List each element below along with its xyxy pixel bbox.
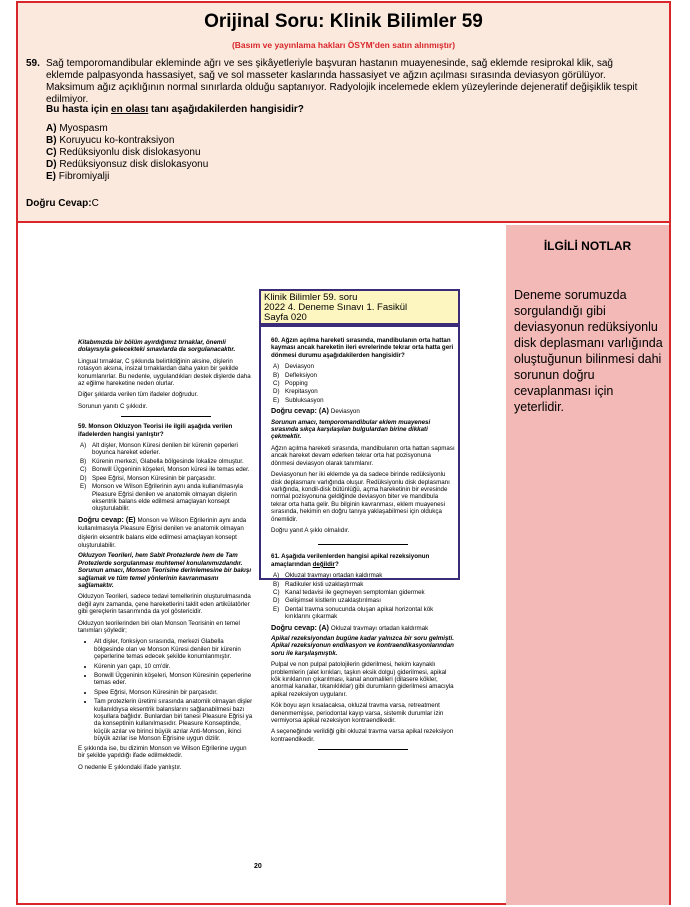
q60-text: 60. Ağzın açılma hareketi sırasında, mandibulanın orta hattan kayması ancak hareketin ileri evrelerinde tekrar orta hatta geri dönmesi durumu aşağıdakilerden hangisidir? [271, 337, 454, 359]
page-frame [16, 1, 671, 905]
question-options [46, 123, 208, 183]
q59-bold: Okluzyon Teorileri, hem Sabit Protezlerde hem de Tam Protezlerde sorgulanması muhtemel konulanımızdandır. Sorunun amacı, Monson Teorisine derinlemesine bir bakışı sağlamak ve tüm temel yönlerinin kavranmasını sağlamaktır. [78, 552, 252, 589]
q61-bold: Apikal rezeksiyondan bugüne kadar yalnızca bir soru gelmişti. Apikal rezeksiyonun endikasyon ve kontraendikasyonlarından soru ile karşılaşmıştık. [271, 635, 454, 657]
list-item: • Spee Eğrisi, Monson Küresinin bir parçasıdır. [94, 689, 253, 696]
q59-paragraph: Okluzyon Teorileri, sadece tedavi temellerinin oluşturulmasında değil aynı zamanda, çene hareketlerini taklit eden artikülatörler gibi gereçlerin tasarımında da yol göstericidir. [78, 593, 251, 616]
notes-panel [506, 225, 669, 905]
list-item: • Kürenin yarı çapı, 10 cm'dir. [94, 663, 253, 670]
option-c: C) Redüksiyonlu disk dislokasyonu [46, 147, 201, 158]
list-item: • Alt dişler, fonksiyon sırasında, merkezi Glabella bölgesinde olan ve Monson Küresi denilen bir kürenin çeperlerine temas edecek şekilde konumlanmıştır. [94, 638, 253, 660]
reference-box [259, 289, 460, 325]
q59-bullets [78, 638, 253, 742]
q60-option: E) Subluksasyon [273, 396, 324, 404]
question-panel [18, 3, 669, 223]
q59-text: 59. Monson Okluzyon Teorisi ile ilgili aşağıda verilen ifadelerden hangisi yanlıştır? [78, 423, 233, 438]
q59-option: E) Monson ve Wilson Eğrilerinin aynı anda kullanılmasıyla Pleasure Eğrisi denilen ve anatomik olmayan dişlerin eksentrik balans elde edilmesi amaçlayan konsept oluşturulabilir. [80, 483, 243, 513]
q61-option: E) Dental travma sonucunda oluşan apikal horizontal kök kırıklarını çıkarmak [273, 605, 434, 621]
intro-answer: Sorunun yanıtı C şıkkıdır. [78, 402, 148, 410]
option-e: E) Fibromiyalji [46, 171, 110, 182]
q61-paragraph: Pulpal ve non pulpal patolojilerin giderilmesi, hekim kaynaklı problemlerin (alet kırıkları, taşkın eksik dolgu) giderilmesi, apikal kök kırıklarının çıkarılması, kanal anomalileri (dilasere kökler, anormal kanallar, tıkanıklıklar) gibi durumların giderilmesi amacıyla apikal rezeksiyon uygulanır. [271, 661, 454, 698]
page-number: 20 [254, 863, 262, 870]
q60-paragraph: Doğru yanıt A şıkkı olmalıdır. [271, 526, 350, 534]
intro-text: Lingual tırnaklar, C şıkkında belirtildiğinin aksine, dişlerin rotasyon aksına, insizal tırnaklardan daha yakın bir şekilde konumlanırlar. Bu nedenle, uygulandıkları destek dişlerde daha az eğilme hareketine neden olurlar. [78, 357, 251, 388]
q60-option: D) Krepitasyon [273, 388, 318, 396]
separator [318, 749, 408, 750]
correct-answer: Doğru Cevap:C [26, 198, 99, 209]
reference-line-2: 2022 4. Deneme Sınavı 1. Fasikül [264, 302, 408, 313]
reference-line-3: Sayfa 020 [264, 312, 307, 323]
q61-text: 61. Aşağıda verilenlerden hangisi apikal rezeksiyonun amaçlarından değildir? [271, 553, 430, 568]
q59-option: B) Kürenin merkezi, Glabella bölgesinde lokalize olmuştur. [80, 457, 244, 465]
separator [318, 544, 408, 545]
q60-option: C) Popping [273, 380, 308, 388]
question-text: Sağ temporomandibular ekleminde ağrı ve ses şikâyetleriyle başvuran hastanın muayenesinde, sağ eklemde resiprokal klik, sağ eklemde palpasyonda hassasiyet, sağ ve sol masseter kaslarında hassasiyet ve ağzın açılması sırasında deviasyon görülüyor. Maksimum ağız açıklığının normal sınırlarda olduğu saptanıyor. Radyolojik incelemede eklem yüzeylerinde dejeneratif değişiklik tespit edilmiyor. [46, 58, 638, 105]
option-b: B) Koruyucu ko-kontraksiyon [46, 135, 175, 146]
list-item: • Bonwill Üçgeninin köşeleri, Monson Küresinin çeperlerine temas eder. [94, 672, 253, 687]
list-item: • Tam protezlerin üretimi sırasında anatomik olmayan dişler kullanıldıysa eksentrik balanslarını sağlanabilmesi bazı koşullara bağlıdır. Bunlardan biri tanesi Pleasure Eğrisi ya da konseptinin kullanılmasıdır. Pleasure Konseptinde, küçük azılar ve birinci büyük azılar Anti-Monson, ikinci büyük azılar ise Monson Eğrisine uygun dizilir. [94, 698, 253, 742]
book-right-column [271, 337, 455, 756]
separator [121, 416, 211, 417]
q60-bold: Sorunun amacı, temporomandibular eklem muayenesi sırasında sıkça karşılaşılan bulgulardan birine dikkati çekmektir. [271, 418, 431, 441]
q60-answer: Doğru cevap: (A) Deviasyon [271, 406, 360, 416]
question-number: 59. [26, 58, 40, 69]
q59-option: D) Spee Eğrisi, Monson Küresinin bir parçasıdır. [80, 474, 216, 482]
option-d: D) Redüksiyonsuz disk dislokasyonu [46, 159, 209, 170]
q61-option: B) Radikuler kisti uzaklaştırmak [273, 580, 364, 588]
q61-option: C) Kanal tedavisi ile geçmeyen semptomları gidermek [273, 588, 425, 596]
q59-option: C) Bonwill Üçgeninin köşeleri, Monson küresi ile temas eder. [80, 466, 250, 474]
q61-paragraph: Kök boyu aşırı kısalacaksa, okluzal travma varsa, retreatment denenmemişse, periodontal kayıp varsa, sistemik durumlar izin vermiyorsa apikal rezeksiyon kontraendikedir. [271, 702, 444, 725]
option-a: A) Myospasm [46, 123, 108, 134]
q59-option: A) Alt dişler, Monson Küresi denilen bir kürenin çeperleri boyunca hareket ederler. [80, 442, 238, 457]
reference-line-1: Klinik Bilimler 59. soru [264, 292, 358, 303]
q59-answer: Doğru cevap: (E) Monson ve Wilson Eğrilerinin aynı anda kullanılmasıyla Pleasure Eğrisi denilen ve anatomik olmayan dişlerin eksentrik balans elde edilmesi amaçlayan konsept oluşturulabilir. [78, 514, 247, 549]
q61-answer: Doğru cevap: (A) Okluzal travmayı ortadan kaldırmak [271, 622, 429, 632]
q60-options [271, 363, 455, 404]
q59-options [78, 442, 253, 513]
q59-paragraph: O nedenle E şıkkındaki ifade yanlıştır. [78, 763, 182, 771]
intro-text-2: Diğer şıklarda verilen tüm ifadeler doğrudur. [78, 391, 199, 399]
q60-paragraph: Deviasyonun her iki eklemde ya da sadece birinde redüksiyonlu disk deplasmanı varlığında oluşur. Redüksiyonlu disk deplasmanı varlığında, kondil-disk bütünlüğü, açma hareketinin bir evresinde normal pozisyonuna geldiğinde deviasyon biter ve mandibula tekrar orta hatta gelir. Bu bilginin kavranması, eklem muayenesi sırasında, hekimin en doğru tanıya yaklaşabilmesi için oldukça önemlidir. [271, 471, 450, 523]
q61-option: D) Gelişimsel kistlerin uzaklaştırılması [273, 597, 381, 605]
notes-title: İLGİLİ NOTLAR [543, 239, 632, 253]
question-ask: Bu hasta için en olası tanı aşağıdakilerden hangisidir? [46, 104, 304, 115]
q59-paragraph: E şıkkında ise, bu dizimin Monson ve Wilson Eğrilerine uygun bir şekilde yapıldığı ifade edilmektedir. [78, 744, 247, 760]
page-title: Orijinal Soru: Klinik Bilimler 59 [204, 11, 483, 32]
q61-option: A) Okluzal travmayı ortadan kaldırmak [273, 572, 383, 580]
q59-paragraph: Okluzyon teorilerinden biri olan Monson Teorisinin en temel tanımları şöyledir; [78, 619, 240, 634]
q60-paragraph: Ağzın açılma hareketi sırasında, mandibulanın orta hattan sapması ancak hareket devam ederken tekrar orta hat pozisyonuna dönmesi deviasyon olarak tanımlanır. [271, 444, 455, 467]
intro-bold: Kitabımızda bir bölüm ayırdığımız tırnaklar, önemli dolayısıyla gelecekteki sınavlarda da sorgulanacaktır. [78, 339, 236, 354]
q61-options [271, 572, 455, 620]
q61-paragraph: A seçeneğinde verildiği gibi okluzal travma varsa apikal rezeksiyon kontraendikedir. [271, 728, 454, 743]
q60-option: B) Defleksiyon [273, 371, 317, 379]
copyright-note: (Basım ve yayınlama hakları ÖSYM'den satın alınmıştır) [231, 40, 456, 50]
notes-text: Deneme sorumuzda sorgulandığı gibi deviasyonun redüksiyonlu disk deplasmanı varlığında oluştuğunun bilinmesi dahi sorunun doğru cevaplanması için yeterlidir. [514, 288, 663, 414]
q60-option: A) Deviasyon [273, 363, 314, 371]
book-left-column [78, 339, 253, 775]
